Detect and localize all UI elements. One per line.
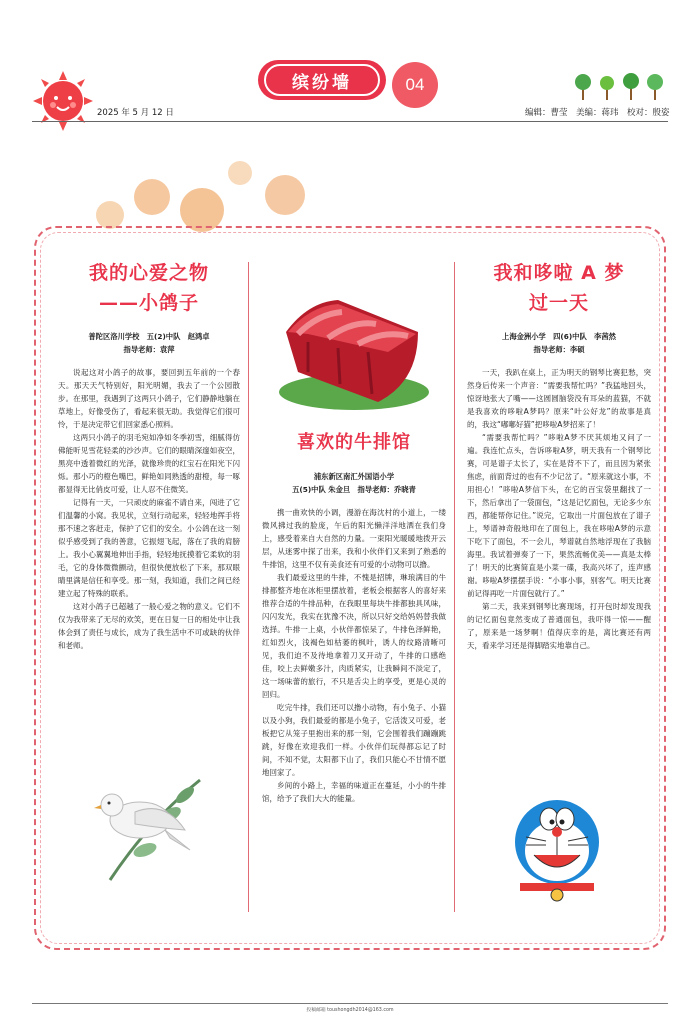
article-steakhouse xyxy=(262,428,446,805)
doraemon-illustration xyxy=(512,787,602,907)
article-author: 普陀区洛川学校 五(2)中队 赵鸿卓 xyxy=(88,332,210,341)
paragraph: 说起这对小鸽子的故事，要回到五年前的一个春天。那天天气特别好，阳光明媚，我去了一个公园散步。在那里，我遇到了这两只小鸽子，它们静静地躺在草地上，好像受伤了，看起来很无助。我觉得它们很可怜，于是决定带它们回家悉心照料。 xyxy=(58,368,240,429)
article-title: 我的心爱之物 xyxy=(88,262,209,284)
trees-icon xyxy=(570,68,670,102)
article-teacher: 指导老师：袁萍 xyxy=(123,345,175,354)
paragraph: 一天，我趴在桌上，正为明天的钢琴比赛犯愁，突然身后传来一个声音：“需要我帮忙吗？”我猛地回头，惊讶地张大了嘴——这圆圆脑袋没有耳朵的蓝猫，不就是我喜欢的哆啦A梦吗？原来“叶公好龙”的故事是真的，我这“嘟嘟好猫”把哆啦A梦招来了！ xyxy=(467,368,651,429)
footer-text: 投稿邮箱 toushongdh2014@163.com xyxy=(306,1008,394,1013)
issue-date: 2025 年 5 月 12 日 xyxy=(97,108,174,118)
section-title: 缤纷墙 xyxy=(264,64,380,96)
column-divider xyxy=(454,262,455,912)
article-title: 喜欢的牛排馆 xyxy=(297,432,411,453)
dove-illustration xyxy=(90,760,208,890)
article-school: 浦东新区南汇外国语小学 xyxy=(313,472,395,481)
article-title: 我和哆啦 A 梦 xyxy=(493,262,625,284)
column-divider xyxy=(248,262,249,912)
footer-rule xyxy=(32,1003,668,1004)
article-title-line2: 过一天 xyxy=(528,292,589,314)
steak-illustration xyxy=(268,272,440,422)
paragraph: 第二天，我来到钢琴比赛现场，打开包时却发现我的记忆面包竟然变成了普通面包，我吓得一惊——醒了，原来是一场梦啊！值得庆幸的是，离比赛还有两天，看来学习还是得脚踏实地靠自己。 xyxy=(467,602,651,650)
editor-credits: 编辑：曹莹 美编：蒋玮 校对：殷姿 xyxy=(525,108,670,118)
decorative-dots xyxy=(90,155,350,235)
paragraph: “需要我帮忙吗？”哆啦A梦不厌其烦地又问了一遍。我连忙点头，告诉哆啦A梦，明天我有一个钢琴比赛，可是谱子太长了，实在是背不下了，而且因为紧张焦虑，前面背过的也有不少记岔了。“原来就这小事，不用担心！”哆啦A梦信下头，在它的百宝袋里翻找了一下，然后拿出了一袋面包，“这是记忆面包，无论多少东西，都能帮你记住。”说完，它取出一片面包放在了谱子上，琴谱神奇般地印在了面包上，我在哆啦A梦的示意下吃下了面包，不一会儿，琴谱就自然地浮现在了我脑海里。我试着弹奏了一下，果然流畅优美——真是太棒了！明天的比赛简直是小菜一碟，我高兴坏了，连声感谢。哆啦A梦摆摆手说：“小事小事，别客气。明天比赛前记得再吃一片面包就行了。” xyxy=(467,433,651,598)
sun-icon xyxy=(32,70,94,132)
paragraph: 乡间的小路上，幸福的味道正在蔓延，小小的牛排馆，给予了我们大大的能量。 xyxy=(262,781,446,803)
paragraph: 这对小鸽子已超越了一般心爱之物的意义。它们不仅为我带来了无尽的欢笑，更在日复一日的相处中让我体会到了责任与成长，成为了我生活中不可或缺的伙伴和老师。 xyxy=(58,602,240,650)
header-rule xyxy=(32,121,668,122)
article-teacher: 指导老师：李硕 xyxy=(533,345,585,354)
article-author-teacher: 五(5)中队 朱金旦 指导老师：乔晓青 xyxy=(292,485,416,494)
article-pigeon xyxy=(58,258,240,652)
paragraph: 我们最爱这里的牛排，不愧是招牌，琳琅满目的牛排都整齐地在冰柜里摆放着，老板会根据客人的喜好来推荐合适的牛排品种，在我眼里每块牛排都独具风味，闪闪发光，我实在犹豫不决，所以只好交给妈妈替我做选择。牛排一上桌，小伙伴都惊呆了，牛排色泽鲜艳，红如烈火，浅褐色如枯萎的枫叶，诱人的纹路清晰可见，我们迫不及待地拿着刀叉开动了，牛排的口感绝佳，咬上去鲜嫩多汁，肉质紧实，让我瞬间不淡定了，这一场味蕾的旅行，不只是舌尖上的享受，更是心灵的回归。 xyxy=(262,573,446,699)
article-doraemon xyxy=(467,258,651,652)
paragraph: 这两只小鸽子的羽毛宛如净如冬季初雪，细腻得仿佛能听见雪花轻柔的沙沙声。它们的眼睛深邃如夜空，黑亮中透着微红的光泽，就像珍贵的红宝石在阳光下闪烁。那小巧的橙色嘴巴，鲜艳如同熟透的甜橙，每一啄都显得无比俏皮可爱，让人忍不住微笑。 xyxy=(58,433,240,494)
issue-number-badge: 04 xyxy=(392,62,438,108)
article-author: 上海金洲小学 四(6)中队 李茜然 xyxy=(502,332,616,341)
article-title-line2: ——小鸽子 xyxy=(98,292,199,314)
section-banner xyxy=(258,60,386,100)
paragraph: 记得有一天，一只顽皮的麻雀不请自来，闯进了它们温馨的小窝。我见状，立刻行动起来，轻轻地挥手将那不速之客赶走，保护了它们的安全。小公鸽在这一刻似乎感受到了我的善意，它振翅飞起，落在了我的肩膀上。我小心翼翼地伸出手指，轻轻地抚摸着它柔软的羽毛，它的身体微微颤动，但很快便放松了下来，那双眼睛里满是信任和享受。那一刻，我知道，我们之间已经建立起了特殊的联系。 xyxy=(58,498,240,598)
paragraph: 携一曲欢快的小调，漫游在海沈村的小道上，一缕微风拂过我的脸庞，午后的阳光懒洋洋地洒在我们身上，感受着来自大自然的力量。一束阳光暖暖地拨开云层，从迷雾中探了出来，我和小伙伴们又来到了熟悉的牛排馆，这里不仅有美食还有可爱的小动物可以撸。 xyxy=(262,508,446,569)
paragraph: 吃完牛排，我们还可以撸小动物，有小兔子、小猫以及小狗，我们最爱的都是小兔子，它活泼又可爱，老板把它从笼子里抱出来的那一刻，它会围着我们蹦蹦跳跳，好像在欢迎我们一样。小伙伴们玩得都忘记了时间，不知不觉，太阳都下山了，我们只能心不甘情不愿地回家了。 xyxy=(262,703,446,777)
